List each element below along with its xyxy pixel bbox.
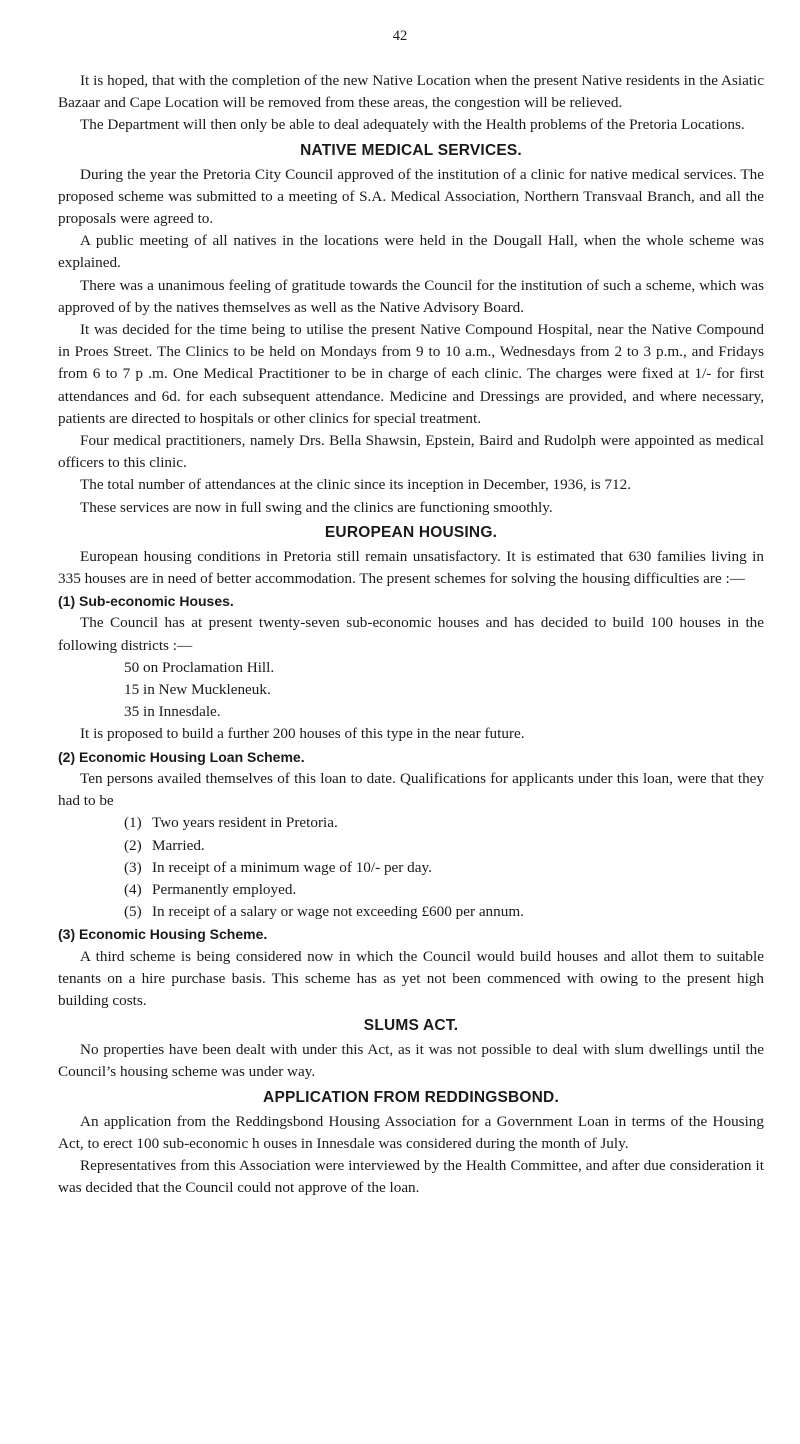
qualification-number: (5) bbox=[124, 903, 142, 921]
native-medical-paragraph: Four medical practitioners, namely Drs. Bella Shawsin, Epstein, Baird and Rudolph were appointed as medical officers to this clinic. bbox=[58, 432, 764, 472]
qualification-item bbox=[58, 857, 764, 879]
native-medical-paragraph: There was a unanimous feeling of gratitude towards the Council for the institution of such a scheme, which was approved of by the natives themselves as well as the Native Advisory Board. bbox=[58, 276, 764, 316]
subheading-economic-housing-scheme: (3) Economic Housing Scheme. bbox=[58, 926, 268, 943]
district-item: 50 on Proclamation Hill. bbox=[124, 658, 275, 676]
intro-paragraph: The Department will then only be able to deal adequately with the Health problems of the Pretoria Locations. bbox=[80, 116, 745, 134]
sub-economic-followup: It is proposed to build a further 200 houses of this type in the near future. bbox=[80, 725, 525, 743]
subheading-sub-economic-houses: (1) Sub-economic Houses. bbox=[58, 593, 234, 610]
qualification-number: (2) bbox=[124, 836, 142, 854]
slums-act-paragraph: No properties have been dealt with under this Act, as it was not possible to deal with slum dwellings until the Council’s housing scheme was under way. bbox=[58, 1041, 764, 1081]
economic-housing-paragraph: A third scheme is being considered now in which the Council would build houses and allot them to suitable tenants on a hire purchase basis. This scheme has as yet not been commenced with owing to the present high building costs. bbox=[58, 947, 764, 1009]
district-list bbox=[58, 657, 764, 724]
reddingsbond-paragraph: An application from the Reddingsbond Housing Association for a Government Loan in terms of the Housing Act, to erect 100 sub-economic h ouses in Innesdale was considered during the month of July. bbox=[58, 1112, 764, 1152]
qualification-item bbox=[58, 879, 764, 901]
section-heading-reddingsbond: APPLICATION FROM REDDINGSBOND. bbox=[263, 1088, 559, 1106]
sub-economic-paragraph: The Council has at present twenty-seven sub-economic houses and has decided to build 100 houses in the following districts :— bbox=[58, 614, 764, 654]
qualification-text: Two years resident in Pretoria. bbox=[152, 814, 338, 832]
native-medical-paragraph: During the year the Pretoria City Council approved of the institution of a clinic for native medical services. The proposed scheme was submitted to a meeting of S.A. Medical Association, Northern Transvaal Branch, and all the proposals were agreed to. bbox=[58, 165, 764, 228]
qualification-item bbox=[58, 835, 764, 857]
native-medical-paragraph: It was decided for the time being to utilise the present Native Compound Hospital, near the Native Compound in Proes Street. The Clinics to be held on Mondays from 9 to 10 a.m., Wednesdays from 2 to 3 p.m., and Fridays from 6 to 7 p .m. One Medical Practitioner to be in charge of each clinic. The charges were fixed at 1/- for first attendances and 6d. for each subsequent attendance. Medicine and Dressings are provided, and where necessary, patients are directed to hospitals or other clinics for special treatment. bbox=[58, 321, 764, 427]
native-medical-paragraph: The total number of attendances at the clinic since its inception in December, 1936, is 712. bbox=[80, 476, 632, 494]
section-heading-native-medical: NATIVE MEDICAL SERVICES. bbox=[300, 141, 522, 159]
page-number: 42 bbox=[392, 28, 408, 44]
qualification-text: In receipt of a salary or wage not exceeding £600 per annum. bbox=[152, 903, 524, 921]
document-body bbox=[58, 70, 764, 1199]
section-heading-european-housing: EUROPEAN HOUSING. bbox=[324, 523, 498, 541]
intro-paragraph: It is hoped, that with the completion of the new Native Location when the present Native residents in the Asiatic Bazaar and Cape Location will be removed from these areas, the congestion will be relieved. bbox=[58, 72, 764, 112]
qualification-number: (4) bbox=[124, 880, 142, 898]
qualification-number: (1) bbox=[124, 814, 142, 832]
qualification-list bbox=[58, 812, 764, 923]
native-medical-paragraph: A public meeting of all natives in the locations were held in the Dougall Hall, when the whole scheme was explained. bbox=[58, 232, 764, 272]
native-medical-paragraph: These services are now in full swing and the clinics are functioning smoothly. bbox=[80, 498, 553, 516]
qualification-item bbox=[58, 812, 764, 834]
loan-scheme-paragraph: Ten persons availed themselves of this loan to date. Qualifications for applicants under this loan, were that they had to be bbox=[58, 769, 764, 810]
reddingsbond-paragraph: Representatives from this Association were interviewed by the Health Committee, and after due consideration it was decided that the Council could not approve of the loan. bbox=[58, 1156, 764, 1197]
section-heading-slums-act: SLUMS ACT. bbox=[363, 1017, 459, 1035]
qualification-text: Permanently employed. bbox=[152, 880, 297, 898]
qualification-item bbox=[58, 901, 764, 923]
qualification-number: (3) bbox=[124, 858, 142, 876]
district-item: 15 in New Muckleneuk. bbox=[124, 681, 271, 699]
qualification-text: Married. bbox=[152, 836, 205, 854]
european-housing-intro: European housing conditions in Pretoria still remain unsatisfactory. It is estimated that 630 families living in 335 houses are in need of better accommodation. The present schemes for solving the housing difficulties are :— bbox=[58, 547, 764, 588]
district-item: 35 in Innesdale. bbox=[124, 703, 221, 721]
subheading-economic-housing-loan: (2) Economic Housing Loan Scheme. bbox=[58, 748, 305, 765]
qualification-text: In receipt of a minimum wage of 10/- per day. bbox=[152, 858, 432, 876]
